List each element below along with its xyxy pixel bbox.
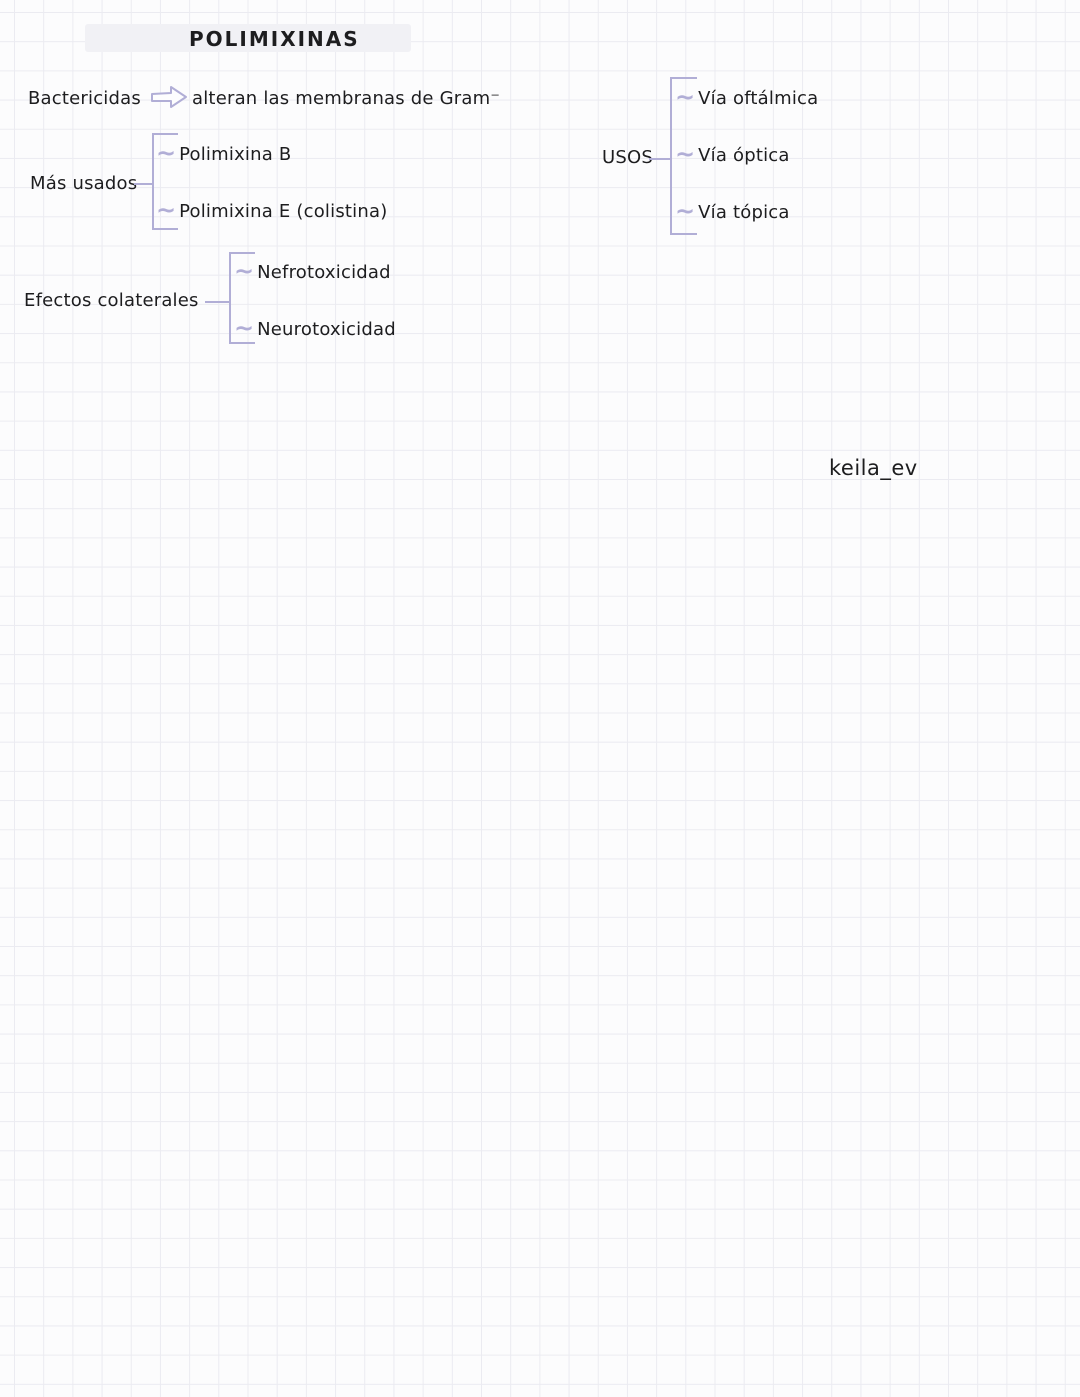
list-item (156, 196, 388, 224)
tilde-bullet-icon: ~ (675, 197, 696, 225)
list-item-label: Nefrotoxicidad (257, 262, 391, 283)
list-item-label: Polimixina E (colistina) (179, 201, 388, 222)
list-item-label: Neurotoxicidad (257, 319, 396, 340)
list-item-label: Vía óptica (698, 145, 790, 166)
efectos-colaterales-connector (205, 301, 229, 303)
author-signature: keila_ev (829, 456, 918, 480)
tilde-bullet-icon: ~ (234, 257, 255, 285)
tilde-bullet-icon: ~ (675, 83, 696, 111)
mas-usados-connector (134, 183, 152, 185)
tilde-bullet-icon: ~ (675, 140, 696, 168)
bactericidas-description: alteran las membranas de Gram⁻ (192, 88, 501, 109)
list-item-label: Vía oftálmica (698, 88, 819, 109)
list-item (675, 83, 819, 111)
usos-connector (649, 158, 670, 160)
list-item (675, 197, 790, 225)
tilde-bullet-icon: ~ (156, 139, 177, 167)
list-item (234, 257, 391, 285)
right-block-arrow-icon (149, 84, 189, 110)
usos-label: USOS (602, 147, 653, 168)
list-item-label: Vía tópica (698, 202, 790, 223)
mas-usados-label: Más usados (30, 173, 138, 194)
list-item (156, 139, 292, 167)
list-item (234, 314, 396, 342)
page-title: POLIMIXINAS (189, 27, 360, 51)
bactericidas-label: Bactericidas (28, 88, 141, 109)
efectos-colaterales-label: Efectos colaterales (24, 290, 199, 311)
list-item (675, 140, 790, 168)
tilde-bullet-icon: ~ (234, 314, 255, 342)
tilde-bullet-icon: ~ (156, 196, 177, 224)
list-item-label: Polimixina B (179, 144, 292, 165)
